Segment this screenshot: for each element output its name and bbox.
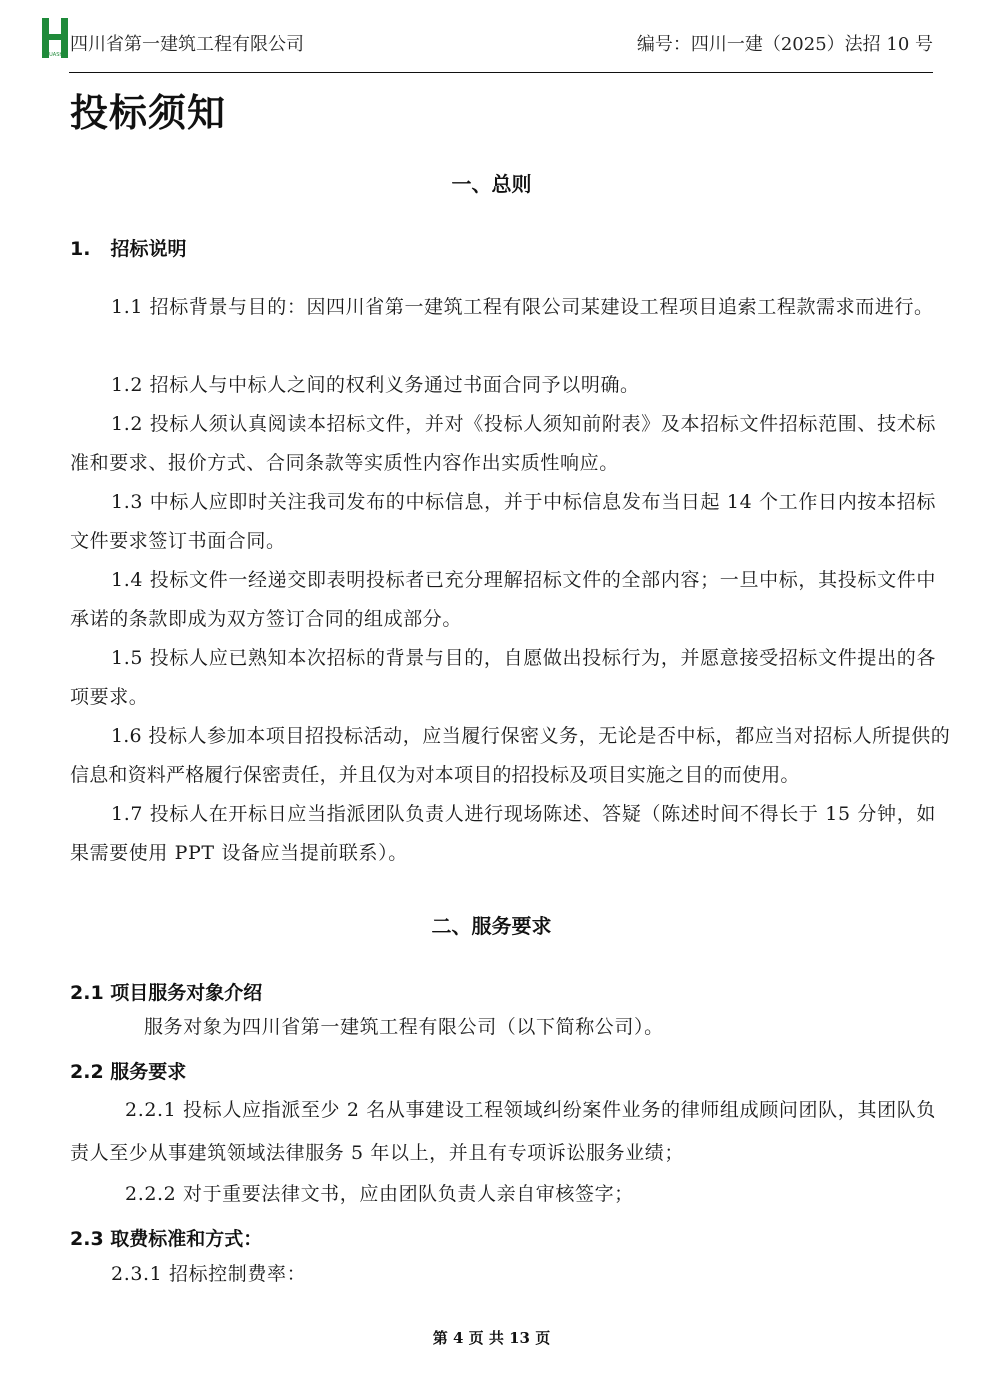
subheading-bid-description bbox=[70, 234, 186, 261]
paragraph-2-3-1: 2.3.1 招标控制费率： bbox=[111, 1263, 307, 1285]
paragraph-1-1: 1.1 招标背景与目的：因四川省第一建筑工程有限公司某建设工程项目追索工程款需求而进行。 bbox=[111, 296, 934, 318]
paragraph-1-2b: 1.2 投标人须认真阅读本招标文件，并对《投标人须知前附表》及本招标文件招标范围、技术标准和要求、报价方式、合同条款等实质性内容作出实质性响应。 bbox=[70, 413, 936, 474]
paragraph-2-2-2: 2.2.2 对于重要法律文书，应由团队负责人亲自审核签字； bbox=[125, 1183, 634, 1205]
company-logo bbox=[42, 18, 68, 58]
subheading-text: 招标说明 bbox=[110, 238, 187, 260]
paragraph-1-6: 1.6 投标人参加本项目招投标活动，应当履行保密义务，无论是否中标，都应当对招标人所提供的信息和资料严格履行保密责任，并且仅为对本项目的招投标及项目实施之目的而使用。 bbox=[70, 725, 950, 786]
svg-text:HUASHI: HUASHI bbox=[45, 52, 65, 58]
paragraph-1-5: 1.5 投标人应已熟知本次招标的背景与目的，自愿做出投标行为，并愿意接受招标文件提出的各项要求。 bbox=[70, 647, 936, 708]
paragraph-2-1: 服务对象为四川省第一建筑工程有限公司（以下简称公司）。 bbox=[144, 1016, 664, 1038]
document-number: 编号：四川一建（2025）法招 10 号 bbox=[636, 34, 933, 55]
section-heading-general: 一、总则 bbox=[451, 172, 532, 196]
header-divider bbox=[69, 72, 933, 73]
paragraph-1-2a: 1.2 招标人与中标人之间的权利义务通过书面合同予以明确。 bbox=[111, 374, 640, 396]
heading-2-3: 2.3 取费标准和方式： bbox=[70, 1228, 263, 1250]
paragraph-1-4: 1.4 投标文件一经递交即表明投标者已充分理解招标文件的全部内容；一旦中标，其投标文件中承诺的条款即成为双方签订合同的组成部分。 bbox=[70, 569, 936, 630]
section-heading-service: 二、服务要求 bbox=[431, 914, 552, 938]
logo-mark-icon bbox=[42, 18, 68, 58]
paragraph-1-7: 1.7 投标人在开标日应当指派团队负责人进行现场陈述、答疑（陈述时间不得长于 15 分钟，如果需要使用 PPT 设备应当提前联系）。 bbox=[70, 803, 936, 864]
paragraph-1-3: 1.3 中标人应即时关注我司发布的中标信息，并于中标信息发布当日起 14 个工作日内按本招标文件要求签订书面合同。 bbox=[70, 491, 936, 552]
heading-2-1: 2.1 项目服务对象介绍 bbox=[70, 982, 263, 1004]
subheading-number: 1. bbox=[70, 238, 91, 260]
company-name: 四川省第一建筑工程有限公司 bbox=[70, 34, 304, 55]
page-number: 第 4 页 共 13 页 bbox=[432, 1329, 551, 1347]
heading-2-2: 2.2 服务要求 bbox=[70, 1061, 187, 1083]
paragraph-2-2-1: 2.2.1 投标人应指派至少 2 名从事建设工程领域纠纷案件业务的律师组成顾问团队，其团队负责人至少从事建筑领域法律服务 5 年以上，并且有专项诉讼服务业绩； bbox=[70, 1099, 936, 1164]
document-title: 投标须知 bbox=[70, 90, 227, 135]
